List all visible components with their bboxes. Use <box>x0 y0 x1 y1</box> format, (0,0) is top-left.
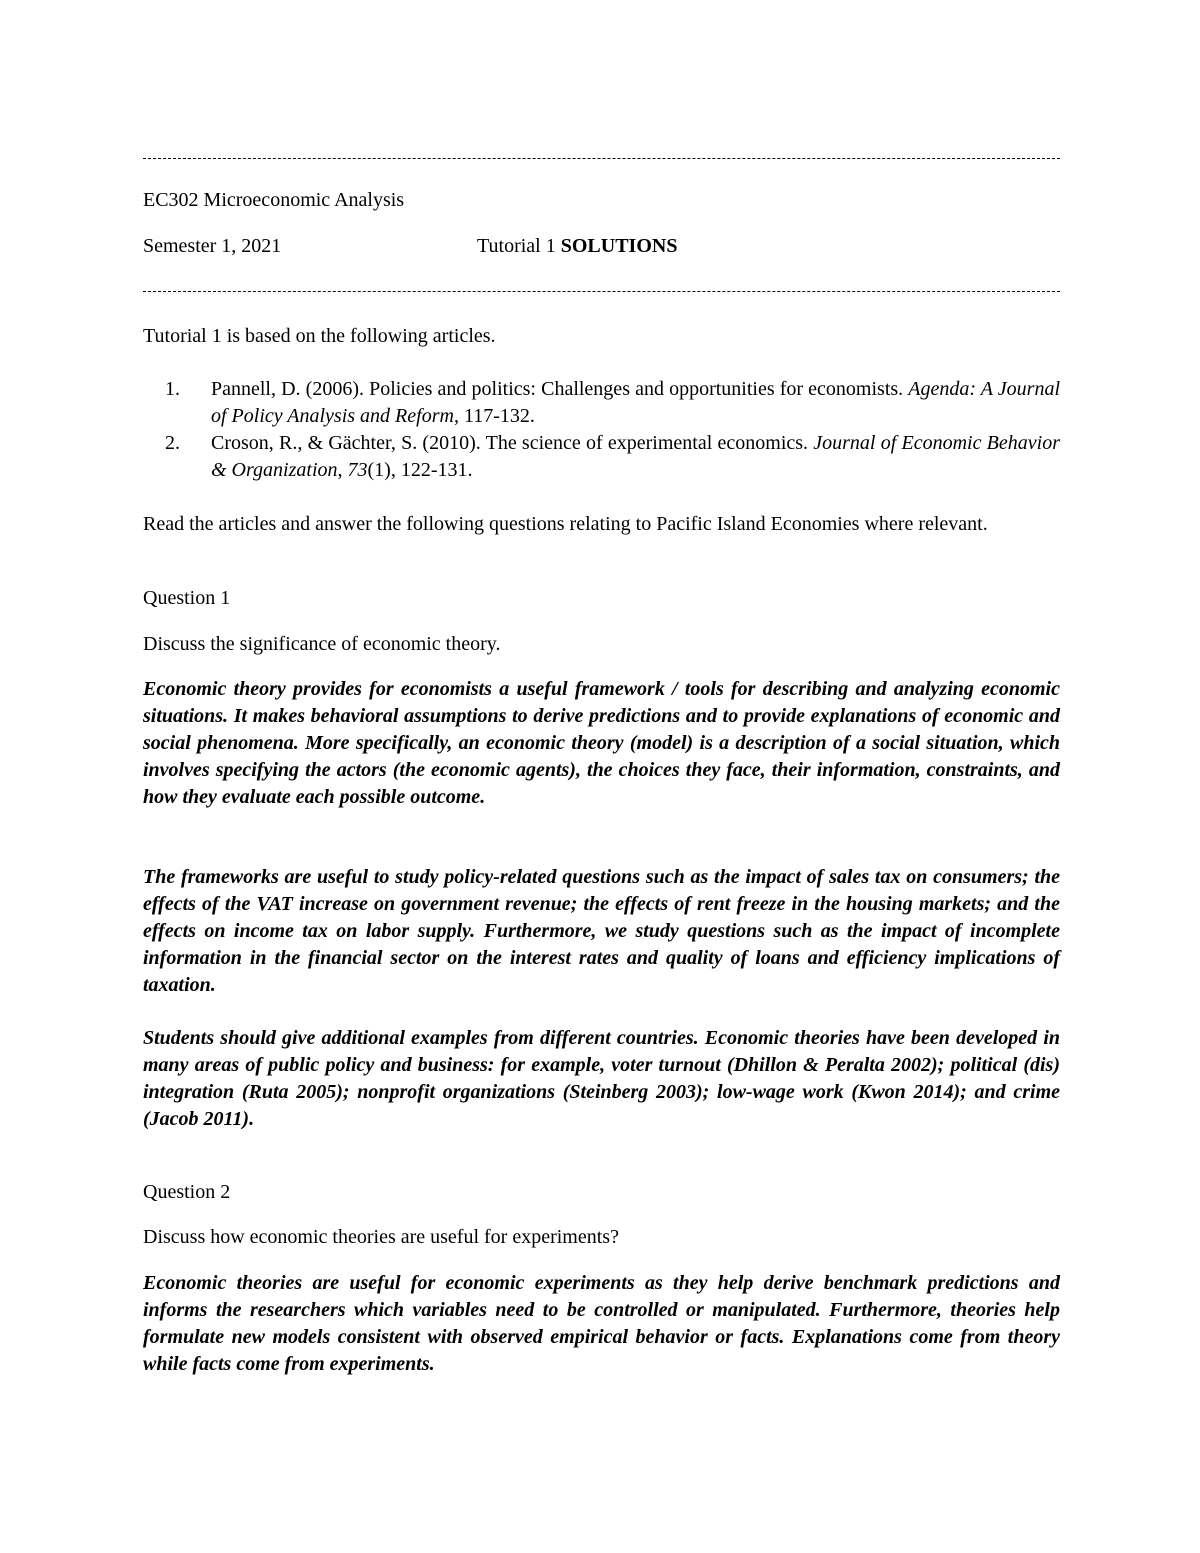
reference-journal: Journal of Economic Behavior & Organization <box>211 432 1060 481</box>
instructions-text: Read the articles and answer the following questions relating to Pacific Island Economies where relevant. <box>143 513 988 535</box>
question-2-heading: Question 2 <box>143 1181 231 1203</box>
semester-row <box>143 233 1060 260</box>
reference-authors: Pannell, D. (2006). Policies and politics: Challenges and opportunities for economists. <box>211 378 909 400</box>
reference-number: 1. <box>165 378 180 400</box>
reference-list <box>143 376 1060 484</box>
reference-pages: , 117-132. <box>453 405 535 427</box>
question-2-prompt: Discuss how economic theories are useful for experiments? <box>143 1226 619 1248</box>
reference-number: 2. <box>165 432 180 454</box>
dashed-rule-top <box>143 158 1060 159</box>
reference-item <box>143 376 1060 430</box>
reference-journal: Agenda: A Journal of Policy Analysis and Reform <box>211 378 1060 427</box>
reference-sep: , <box>337 459 348 481</box>
solutions-label: SOLUTIONS <box>560 235 678 257</box>
question-1-answer-3: Students should give additional examples from different countries. Economic theories have been developed in many areas of public policy and business: for example, voter turnout (Dhillon & Peralta 2002); political (dis) integration (Ruta 2005); nonprofit organizations (Steinberg 2003); low-wage work (Kwon 2014); and crime (Jacob 2011). <box>143 1027 1060 1130</box>
dashed-rule-bottom <box>143 291 1060 292</box>
reference-volume: 73 <box>347 459 368 481</box>
semester-label: Semester 1, 2021 <box>143 235 282 257</box>
intro-text: Tutorial 1 is based on the following articles. <box>143 325 496 347</box>
course-title: EC302 Microeconomic Analysis <box>143 189 405 211</box>
question-1-answer-1: Economic theory provides for economists a useful framework / tools for describing and analyzing economic situations. It makes behavioral assumptions to derive predictions and to provide explanations of economic and social phenomena. More specifically, an economic theory (model) is a description of a social situation, which involves specifying the actors (the economic agents), the choices they face, their information, constraints, and how they evaluate each possible outcome. <box>143 678 1060 808</box>
tutorial-label <box>477 233 677 260</box>
question-1-prompt: Discuss the significance of economic theory. <box>143 633 501 655</box>
reference-authors: Croson, R., & Gächter, S. (2010). The science of experimental economics. <box>211 432 814 454</box>
question-1-answer-2: The frameworks are useful to study policy-related questions such as the impact of sales tax on consumers; the effects of the VAT increase on government revenue; the effects of rent freeze in the housing markets; and the effects on income tax on labor supply. Furthermore, we study questions such as the impact of incomplete information in the financial sector on the interest rates and quality of loans and efficiency implications of taxation. <box>143 866 1060 996</box>
question-2-answer: Economic theories are useful for economic experiments as they help derive benchmark predictions and informs the researchers which variables need to be controlled or manipulated. Furthermore, theories help formulate new models consistent with observed empirical behavior or facts. Explanations come from theory while facts come from experiments. <box>143 1272 1060 1375</box>
question-1-heading: Question 1 <box>143 587 231 609</box>
reference-item <box>143 430 1060 484</box>
document-page <box>143 0 1060 1553</box>
tutorial-prefix: Tutorial 1 <box>477 235 561 257</box>
reference-pages: (1), 122-131. <box>367 459 473 481</box>
